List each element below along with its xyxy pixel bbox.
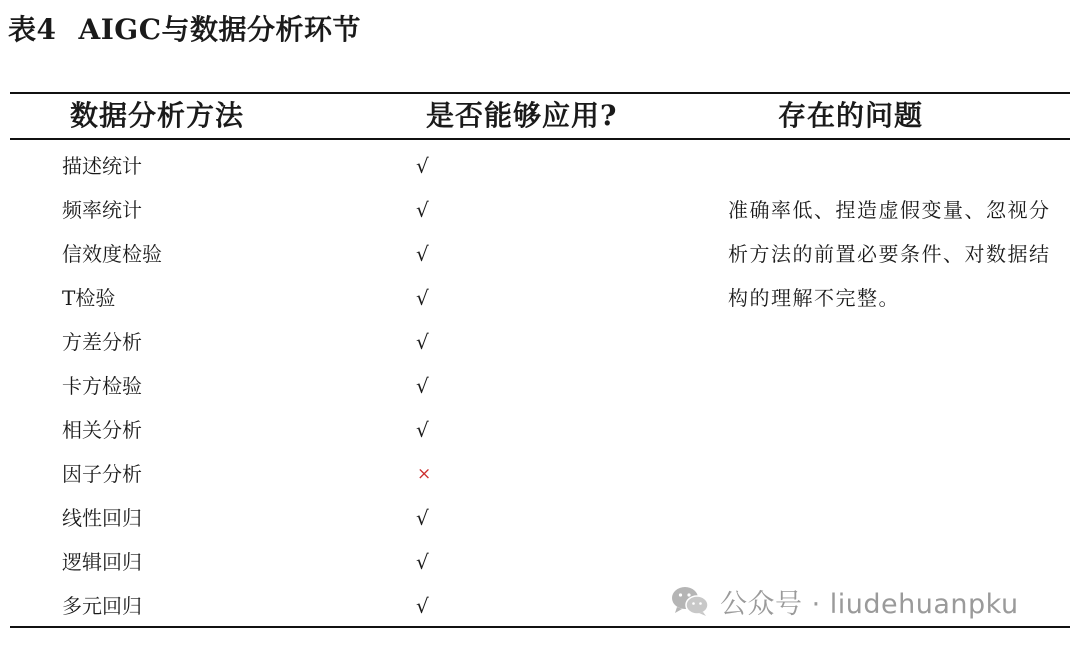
wechat-icon (670, 585, 710, 617)
method-cell: 卡方检验 (62, 374, 142, 398)
table-row (0, 144, 1080, 188)
table-row (0, 540, 1080, 584)
issues-line: 析方法的前置必要条件、对数据结 (728, 242, 1051, 266)
applicable-cell: √ (416, 594, 429, 618)
applicable-cell: √ (416, 550, 429, 574)
method-cell: T检验 (62, 286, 116, 310)
table-top-rule (10, 92, 1070, 94)
table-row (0, 496, 1080, 540)
header-applicable: 是否能够应用? (426, 99, 618, 132)
table-row (0, 408, 1080, 452)
header-issues: 存在的问题 (778, 99, 924, 132)
method-cell: 因子分析 (62, 462, 142, 486)
table-row (0, 320, 1080, 364)
watermark (670, 584, 1019, 618)
method-cell: 相关分析 (62, 418, 142, 442)
method-cell: 描述统计 (62, 154, 142, 178)
issues-line: 准确率低、捏造虚假变量、忽视分 (728, 198, 1051, 222)
method-cell: 方差分析 (62, 330, 142, 354)
method-cell: 逻辑回归 (62, 550, 142, 574)
applicable-cell: √ (416, 198, 429, 222)
table-row (0, 452, 1080, 496)
method-cell: 信效度检验 (62, 242, 162, 266)
applicable-cell: √ (416, 242, 429, 266)
table-row (0, 364, 1080, 408)
issues-line: 构的理解不完整。 (728, 286, 900, 310)
applicable-cell: × (417, 464, 432, 484)
applicable-cell: √ (416, 154, 429, 178)
method-cell: 多元回归 (62, 594, 142, 618)
watermark-text: 公众号 · liudehuanpku (720, 588, 1019, 620)
table-bottom-rule (10, 626, 1070, 628)
applicable-cell: √ (416, 506, 429, 530)
applicable-cell: √ (416, 286, 429, 310)
table-number: 表4 (8, 13, 57, 46)
method-cell: 频率统计 (62, 198, 142, 222)
table-header-rule (10, 138, 1070, 140)
method-cell: 线性回归 (62, 506, 142, 530)
table-title: AIGC与数据分析环节 (78, 13, 362, 46)
applicable-cell: √ (416, 374, 429, 398)
header-method: 数据分析方法 (70, 99, 245, 132)
table-caption (8, 8, 361, 48)
applicable-cell: √ (416, 330, 429, 354)
applicable-cell: √ (416, 418, 429, 442)
